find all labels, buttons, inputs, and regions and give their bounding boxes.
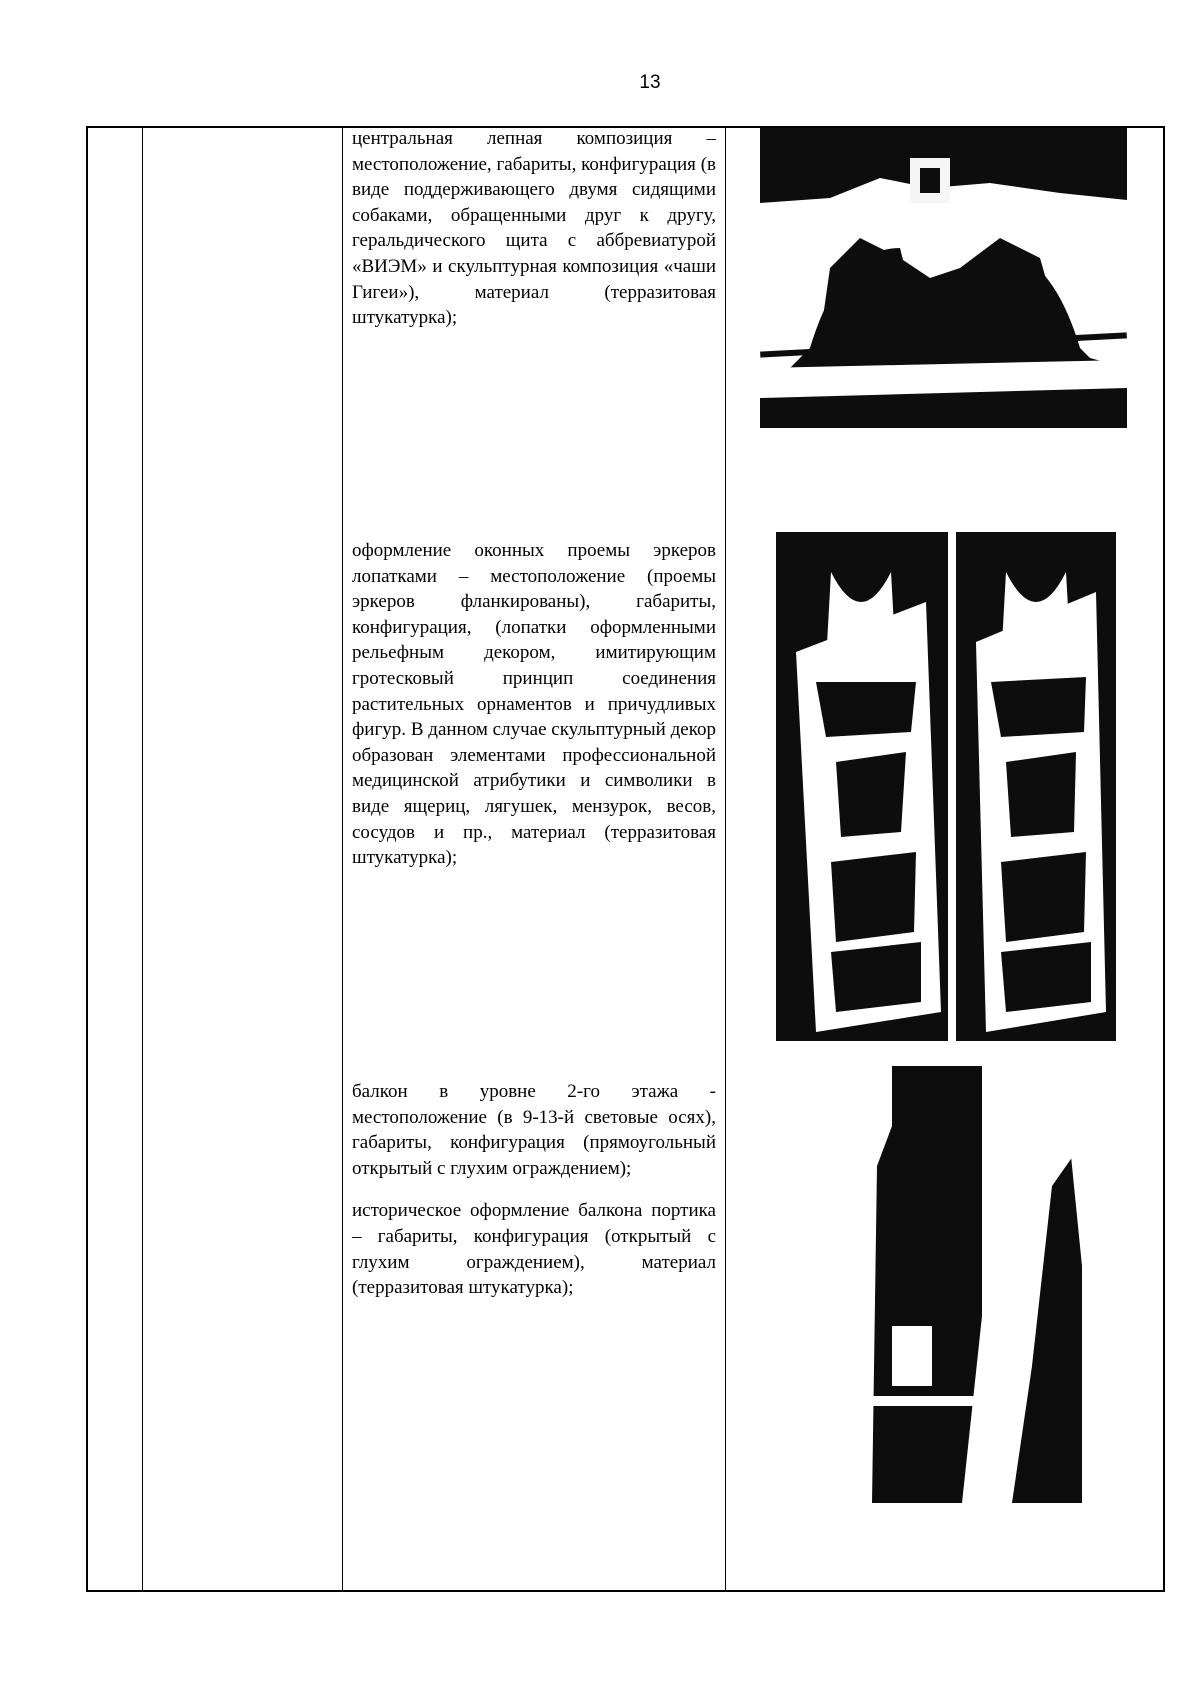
description-text: балкон в уровне 2-го этажа - местоположение (в 9-13-й световые осях), габариты, конфигурация (прямоугольный открытый с глухим ограждением);	[352, 1081, 716, 1179]
column-divider	[725, 128, 726, 1590]
description-text: центральная лепная композиция – местоположение, габариты, конфигурация (в виде поддерживающего двумя сидящими собаками, обращенными друг к другу, геральдического щита с аббревиатурой «ВИЭМ» и скульптурная композиция «чаши Гигеи»), материал (терразитовая штукатурка);	[352, 128, 716, 329]
relief-composition-photo	[760, 128, 1127, 428]
description-text-2: историческое оформление балкона портика – габариты, конфигурация (открытый с глухим ограждением), материал (терразитовая штукатурка);	[352, 1200, 716, 1299]
table-row-1-description	[352, 126, 716, 331]
column-divider	[142, 128, 143, 1590]
balcony-photo	[782, 1066, 1108, 1503]
description-text: оформление оконных проемы эркеров лопатками – местоположение (проемы эркеров фланкированы), габариты, конфигурация, (лопатки оформленными рельефным декором, имитирующим гротесковый принцип соединения растительных орнаментов и причудливых фигур. В данном случае скульптурный декор образован элементами профессиональной медицинской атрибутики и символики в виде ящериц, лягушек, мензурок, весов, сосудов и пр., материал (терразитовая штукатурка);	[352, 540, 716, 869]
pilaster-decor-photo-right	[956, 532, 1116, 1041]
table-row-2-description	[352, 538, 716, 871]
column-divider	[342, 128, 343, 1590]
table-row-3-description	[352, 1079, 716, 1301]
page-number: 13	[639, 72, 661, 93]
pilaster-decor-photo-left	[776, 532, 948, 1041]
